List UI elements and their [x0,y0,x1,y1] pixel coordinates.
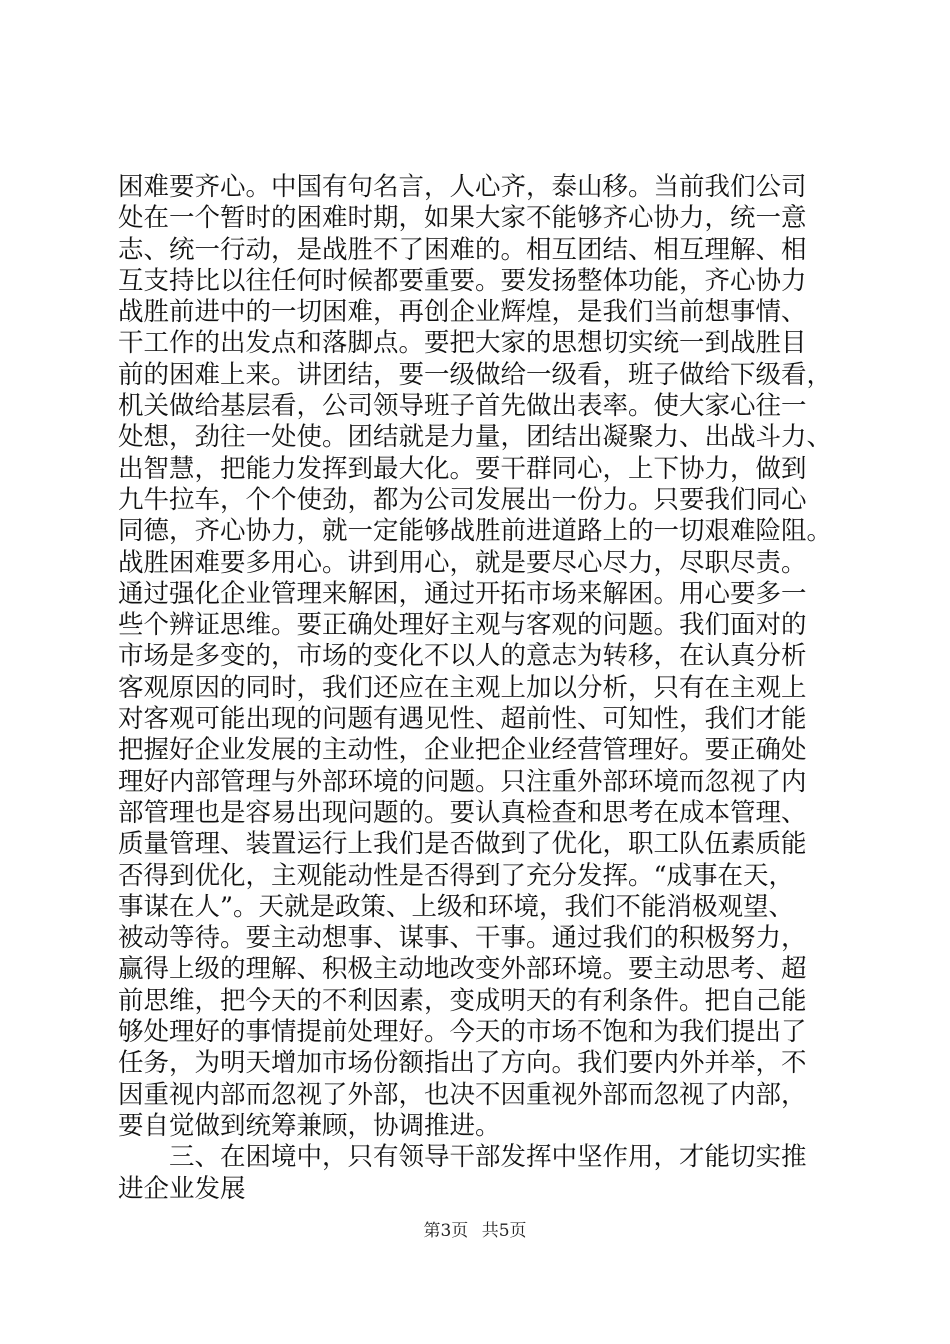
text-line: 理好内部管理与外部环境的问题。只注重外部环境而忽视了内 [118,766,807,797]
text-line: 干工作的出发点和落脚点。要把大家的思想切实统一到战胜目 [118,328,807,359]
document-body [118,172,838,1205]
text-line: 战胜困难要多用心。讲到用心，就是要尽心尽力，尽职尽责。 [118,547,807,578]
text-line: 互支持比以往任何时候都要重要。要发扬整体功能，齐心协力 [118,265,807,296]
text-line: 要自觉做到统筹兼顾，协调推进。 [118,1110,501,1141]
text-line: 前思维，把今天的不利因素，变成明天的有利条件。把自己能 [118,985,807,1016]
page-total: 共5页 [481,1221,527,1241]
text-line: 被动等待。要主动想事、谋事、干事。通过我们的积极努力， [118,923,807,954]
text-line: 前的困难上来。讲团结，要一级做给一级看，班子做给下级看， [118,359,833,390]
text-line: 事谋在人”。天就是政策、上级和环境，我们不能消极观望、 [118,891,795,922]
text-line: 市场是多变的，市场的变化不以人的意志为转移，在认真分析 [118,641,807,672]
text-line: 对客观可能出现的问题有遇见性、超前性、可知性，我们才能 [118,704,807,735]
text-line: 同德，齐心协力，就一定能够战胜前进道路上的一切艰难险阻。 [118,516,833,547]
text-line: 机关做给基层看，公司领导班子首先做出表率。使大家心往一 [118,391,807,422]
text-line: 够处理好的事情提前处理好。今天的市场不饱和为我们提出了 [118,1017,807,1048]
text-line: 任务，为明天增加市场份额指出了方向。我们要内外并举，不 [118,1048,807,1079]
text-line: 部管理也是容易出现问题的。要认真检查和思考在成本管理、 [118,797,807,828]
text-line: 处在一个暂时的困难时期，如果大家不能够齐心协力，统一意 [118,203,807,234]
page-number: 第3页 [423,1221,469,1241]
text-line: 赢得上级的理解、积极主动地改变外部环境。要主动思考、超 [118,954,807,985]
text-line: 志、统一行动，是战胜不了困难的。相互团结、相互理解、相 [118,234,807,265]
page-footer [0,1216,950,1241]
text-line: 处想，劲往一处使。团结就是力量，团结出凝聚力、出战斗力、 [118,422,833,453]
text-line: 因重视内部而忽视了外部，也决不因重视外部而忽视了内部， [118,1079,807,1110]
text-line: 三、在困境中，只有领导干部发挥中坚作用，才能切实推 [118,1142,807,1173]
text-line: 些个辨证思维。要正确处理好主观与客观的问题。我们面对的 [118,610,807,641]
text-line: 困难要齐心。中国有句名言，人心齐，泰山移。当前我们公司 [118,172,807,202]
text-line: 出智慧，把能力发挥到最大化。要干群同心，上下协力，做到 [118,453,807,484]
text-line: 客观原因的同时，我们还应在主观上加以分析，只有在主观上 [118,672,807,703]
text-line: 进企业发展 [118,1173,246,1204]
text-line: 九牛拉车，个个使劲，都为公司发展出一份力。只要我们同心 [118,484,807,515]
text-line: 否得到优化，主观能动性是否得到了充分发挥。“成事在天， [118,860,795,891]
text-line: 战胜前进中的一切困难，再创企业辉煌，是我们当前想事情、 [118,297,807,328]
text-line: 质量管理、装置运行上我们是否做到了优化，职工队伍素质能 [118,829,807,860]
text-line: 把握好企业发展的主动性，企业把企业经营管理好。要正确处 [118,735,807,766]
text-line: 通过强化企业管理来解困，通过开拓市场来解困。用心要多一 [118,578,807,609]
